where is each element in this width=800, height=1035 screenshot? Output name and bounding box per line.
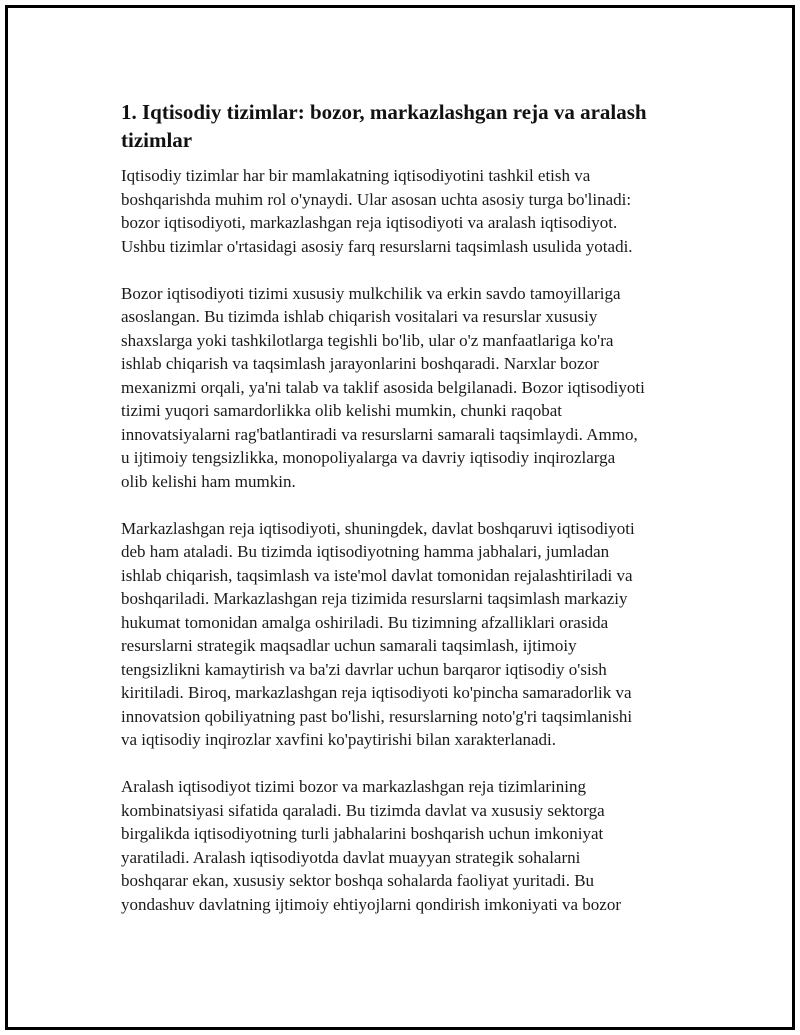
paragraph-market-economy: Bozor iqtisodiyoti tizimi xususiy mulkchilik va erkin savdo tamoyillariga asoslangan. Bu tizimda ishlab chiqarish vositalari va resurslar xususiy shaxslarga yoki tashkilotlarga tegishli bo'lib, ular o'z manfaatlariga ko'ra ishlab chiqarish va taqsimlash jarayonlarini boshqaradi. Narxlar bozor mexanizmi orqali, ya'ni talab va taklif asosida belgilanadi. Bozor iqtisodiyoti tizimi yuqori samardorlikka olib kelishi mumkin, chunki raqobat innovatsiyalarni rag'batlantiradi va resurslarni samarali taqsimlaydi. Ammo, u ijtimoiy tengsizlikka, monopoliyalarga va davriy iqtisodiy inqirozlarga olib kelishi ham mumkin. (121, 283, 645, 491)
paragraph-planned-economy: Markazlashgan reja iqtisodiyoti, shuningdek, davlat boshqaruvi iqtisodiyoti deb ham ataladi. Bu tizimda iqtisodiyotning hamma jabhalari, jumladan ishlab chiqarish, taqsimlash va iste'mol davlat tomonidan rejalashtiriladi va boshqariladi. Markazlashgan reja tizimida resurslarni taqsimlash markaziy hukumat tomonidan amalga oshiriladi. Bu tizimning afzalliklari orasida resurslarni strategik maqsadlar uchun samarali taqsimlash, ijtimoiy tengsizlikni kamaytirish va ba'zi davrlar uchun barqaror iqtisodiy o'sish kiritiladi. Biroq, markazlashgan reja iqtisodiyoti ko'pincha samaradorlik va innovatsion qobiliyatning past bo'lishi, resurslarning noto'g'ri taqsimlanishi va iqtisodiy inqirozlar xavfini ko'paytirishi bilan xarakterlanadi. (121, 518, 635, 749)
paragraph-intro: Iqtisodiy tizimlar har bir mamlakatning iqtisodiyotini tashkil etish va boshqarishda muhim rol o'ynaydi. Ular asosan uchta asosiy turga bo'linadi: bozor iqtisodiyoti, markazlashgan reja iqtisodiyoti va aralash iqtisodiyot. Ushbu tizimlar o'rtasidagi asosiy farq resurslarni taqsimlash usulida yotadi. (121, 166, 633, 256)
section-heading: 1. Iqtisodiy tizimlar: bozor, markazlashgan reja va aralash tizimlar (121, 100, 647, 152)
paragraph-mixed-economy: Aralash iqtisodiyot tizimi bozor va markazlashgan reja tizimlarining kombinatsiyasi sifatida qaraladi. Bu tizimda davlat va xususiy sektorga birgalikda iqtisodiyotning turli jabhalarini boshqarish uchun imkoniyat yaratiladi. Aralash iqtisodiyotda davlat muayyan strategik sohalarni boshqarar ekan, xususiy sektor boshqa sohalarda faoliyat yuritadi. Bu yondashuv davlatning ijtimoiy ehtiyojlarni qondirish imkoniyati va bozor (121, 777, 622, 914)
document-body (121, 98, 701, 940)
document-page (5, 5, 795, 1030)
